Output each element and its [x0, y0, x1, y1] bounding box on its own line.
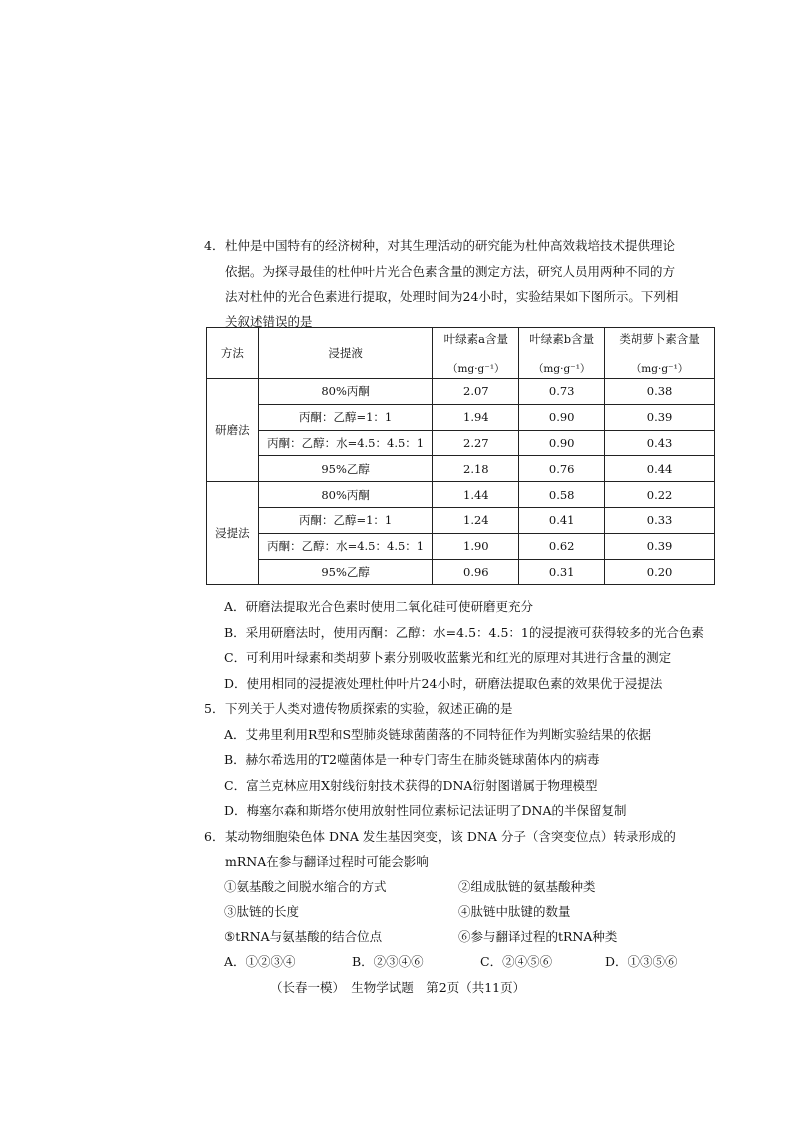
q5-number: 5．	[204, 701, 225, 716]
q5-option-b: B．赫尔希选用的T2噬菌体是一种专门寄生在肺炎链球菌体内的病毒	[224, 752, 600, 767]
carotene-value: 0.38	[605, 379, 715, 405]
table-row	[207, 533, 715, 559]
q4-stem-line-2: 依据。为探寻最佳的杜仲叶片光合色素含量的测定方法，研究人员用两种不同的方	[225, 264, 676, 279]
q4-option-d: D．使用相同的浸提液处理杜仲叶片24小时，研磨法提取色素的效果优于浸提法	[224, 676, 663, 691]
table-row	[207, 559, 715, 585]
chl-a-value: 2.07	[433, 379, 519, 405]
solvent-cell: 80%丙酮	[258, 482, 433, 508]
q6-stem-line-2: mRNA在参与翻译过程时可能会影响	[225, 854, 429, 869]
q4-option-c: C．可利用叶绿素和类胡萝卜素分别吸收蓝紫光和红光的原理对其进行含量的测定	[224, 650, 672, 665]
solvent-cell: 80%丙酮	[258, 379, 433, 405]
carotene-value: 0.44	[605, 456, 715, 482]
q4-stem-line-1: 杜仲是中国特有的经济树种，对其生理活动的研究能为杜仲高效栽培技术提供理论	[225, 238, 676, 253]
solvent-cell: 丙酮：乙醇：水=4.5：4.5：1	[258, 533, 433, 559]
q6-item-6: ⑥参与翻译过程的tRNA种类	[458, 929, 618, 944]
header-solvent: 浸提液	[258, 328, 433, 379]
header-method: 方法	[207, 328, 259, 379]
chl-a-value: 0.96	[433, 559, 519, 585]
header-chl-a	[433, 328, 519, 379]
header-chl-a-unit: （mg·g⁻¹）	[447, 362, 505, 375]
chl-b-value: 0.31	[519, 559, 605, 585]
chl-a-value: 1.90	[433, 533, 519, 559]
header-chl-b	[519, 328, 605, 379]
solvent-cell: 95%乙醇	[258, 559, 433, 585]
q6-stem-line-1: 某动物细胞染色体 DNA 发生基因突变，该 DNA 分子（含突变位点）转录形成的	[225, 829, 676, 844]
q6-item-1: ①氨基酸之间脱水缩合的方式	[224, 879, 387, 894]
chl-a-value: 1.24	[433, 507, 519, 533]
header-chl-b-label: 叶绿素b含量	[529, 331, 595, 346]
chl-a-value: 2.18	[433, 456, 519, 482]
table-row	[207, 456, 715, 482]
q5-option-d: D．梅塞尔森和斯塔尔使用放射性同位素标记法证明了DNA的半保留复制	[224, 803, 627, 818]
chl-b-value: 0.90	[519, 430, 605, 456]
table-row	[207, 379, 715, 405]
table-row	[207, 507, 715, 533]
q4-option-b: B．采用研磨法时，使用丙酮：乙醇：水=4.5：4.5：1的浸提液可获得较多的光合色素	[224, 625, 704, 640]
q6-answer-c: C．②④⑤⑥	[480, 954, 553, 969]
q6-answer-a: A．①②③④	[224, 954, 296, 969]
table-header-row	[207, 328, 715, 379]
table-row	[207, 404, 715, 430]
header-carotene-unit: （mg·g⁻¹）	[630, 362, 689, 375]
header-carotene-label: 类胡萝卜素含量	[619, 331, 700, 346]
q6-item-3: ③肽链的长度	[224, 904, 300, 919]
q5-stem: 下列关于人类对遗传物质探索的实验，叙述正确的是	[225, 701, 513, 716]
solvent-cell: 丙酮：乙醇=1：1	[258, 507, 433, 533]
q6-answer-d: D．①③⑤⑥	[605, 954, 678, 969]
carotene-value: 0.33	[605, 507, 715, 533]
header-chl-b-unit: （mg·g⁻¹）	[532, 362, 591, 375]
solvent-cell: 丙酮：乙醇：水=4.5：4.5：1	[258, 430, 433, 456]
chl-a-value: 2.27	[433, 430, 519, 456]
chl-b-value: 0.41	[519, 507, 605, 533]
solvent-cell: 95%乙醇	[258, 456, 433, 482]
q6-item-2: ②组成肽链的氨基酸种类	[458, 879, 596, 894]
chl-b-value: 0.62	[519, 533, 605, 559]
page-footer: （长春一模） 生物学试题 第2页（共11页）	[270, 980, 526, 995]
chl-a-value: 1.44	[433, 482, 519, 508]
carotene-value: 0.43	[605, 430, 715, 456]
q4-option-a: A．研磨法提取光合色素时使用二氧化硅可使研磨更充分	[224, 599, 534, 614]
carotene-value: 0.39	[605, 404, 715, 430]
q6-answer-b: B．②③④⑥	[352, 954, 424, 969]
carotene-value: 0.20	[605, 559, 715, 585]
method-grinding: 研磨法	[207, 379, 259, 482]
solvent-cell: 丙酮：乙醇=1：1	[258, 404, 433, 430]
q4-number: 4．	[204, 238, 225, 253]
q6-number: 6．	[204, 829, 225, 844]
carotene-value: 0.39	[605, 533, 715, 559]
chl-b-value: 0.73	[519, 379, 605, 405]
q5-option-a: A．艾弗里利用R型和S型肺炎链球菌菌落的不同特征作为判断实验结果的依据	[224, 727, 652, 742]
chl-b-value: 0.90	[519, 404, 605, 430]
method-soaking: 浸提法	[207, 482, 259, 585]
header-chl-a-label: 叶绿素a含量	[443, 331, 508, 346]
q4-stem-line-4: 关叙述错误的是	[225, 314, 313, 329]
q4-stem-line-3: 法对杜仲的光合色素进行提取，处理时间为24小时，实验结果如下图所示。下列相	[225, 289, 679, 304]
pigment-content-table	[206, 327, 715, 585]
carotene-value: 0.22	[605, 482, 715, 508]
chl-b-value: 0.58	[519, 482, 605, 508]
header-carotene	[605, 328, 715, 379]
table-row	[207, 482, 715, 508]
q6-item-5: ⑤tRNA与氨基酸的结合位点	[224, 929, 383, 944]
table-row	[207, 430, 715, 456]
q6-item-4: ④肽链中肽键的数量	[458, 904, 571, 919]
q5-option-c: C．富兰克林应用X射线衍射技术获得的DNA衍射图谱属于物理模型	[224, 778, 598, 793]
chl-a-value: 1.94	[433, 404, 519, 430]
chl-b-value: 0.76	[519, 456, 605, 482]
